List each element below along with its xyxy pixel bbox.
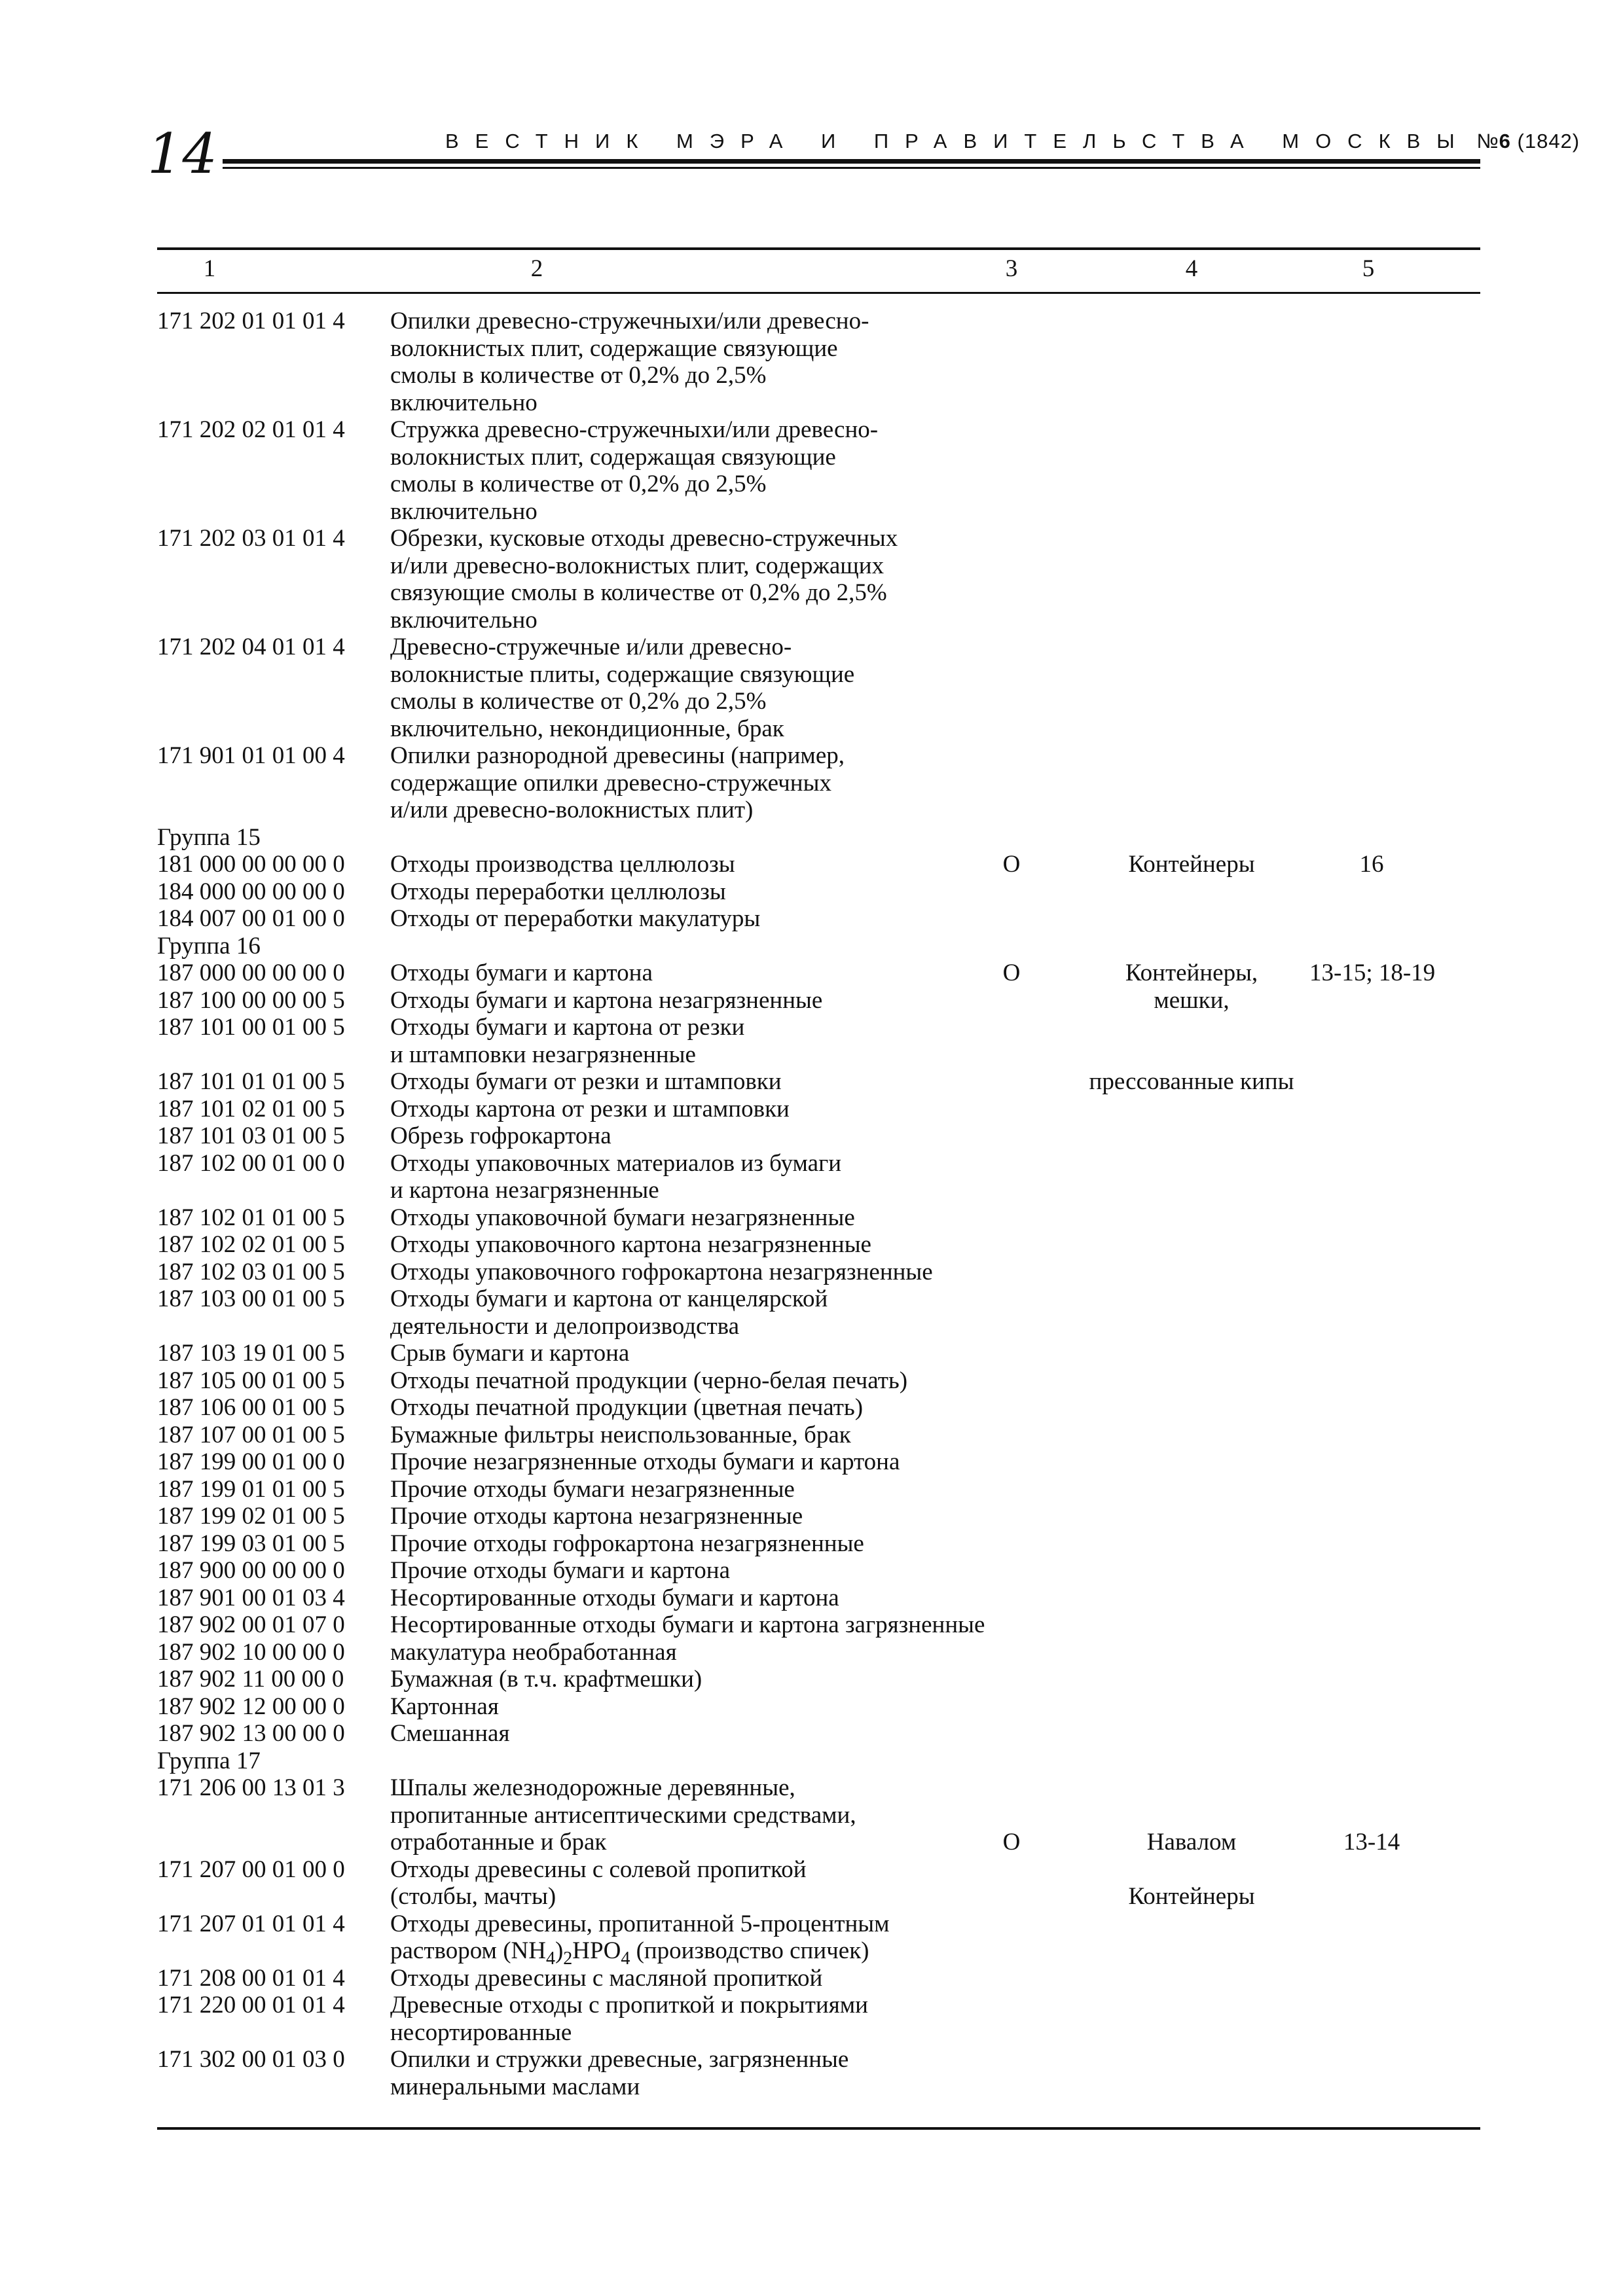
waste-code: 187 101 00 01 00 5	[157, 1014, 345, 1041]
waste-description: Отходы упаковочных материалов из бумаги и картона незагрязненные	[390, 1149, 842, 1204]
waste-code: 187 902 00 01 07 0	[157, 1611, 345, 1638]
table-row	[0, 1150, 1623, 1204]
table-row	[0, 742, 1623, 824]
waste-description: Отходы производства целлюлозы	[390, 851, 735, 878]
table-row	[0, 1231, 1623, 1259]
waste-code: 171 208 00 01 01 4	[157, 1964, 345, 1992]
waste-description: Древесные отходы с пропиткой и покрытиями несортированные	[390, 1992, 868, 2046]
waste-code: 181 000 00 00 00 0	[157, 851, 345, 878]
waste-table-body	[0, 308, 1623, 2100]
waste-description: Бумажная (в т.ч. крафтмешки)	[390, 1666, 702, 1693]
waste-code: 187 102 03 01 00 5	[157, 1258, 345, 1285]
waste-description: Обрезь гофрокартона	[390, 1122, 611, 1149]
waste-code: 187 100 00 00 00 5	[157, 986, 345, 1014]
waste-code: 187 902 13 00 00 0	[157, 1720, 345, 1747]
waste-code: 171 207 00 01 00 0	[157, 1856, 345, 1883]
waste-description: Отходы печатной продукции (черно-белая печать)	[390, 1367, 908, 1394]
table-row	[0, 634, 1623, 742]
table-row	[0, 308, 1623, 416]
table-top-rule	[157, 247, 1480, 250]
waste-description: Прочие отходы картона незагрязненные	[390, 1503, 803, 1530]
table-row	[0, 1367, 1623, 1395]
waste-code: 187 902 10 00 00 0	[157, 1638, 345, 1666]
waste-description: макулатура необработанная	[390, 1638, 677, 1666]
table-row	[0, 1068, 1623, 1096]
waste-description: Шпалы железнодорожные деревянные, пропитанные антисептическими средствами, отработанные и брак	[390, 1774, 856, 1856]
table-row	[0, 1448, 1623, 1476]
waste-description: Прочие отходы гофрокартона незагрязненные	[390, 1530, 864, 1557]
waste-description: Отходы от переработки макулатуры	[390, 905, 761, 932]
table-row	[0, 1557, 1623, 1585]
waste-code: 187 107 00 01 00 5	[157, 1421, 345, 1448]
waste-code: 171 202 04 01 01 4	[157, 634, 345, 660]
table-row	[0, 987, 1623, 1014]
waste-description: Отходы упаковочной бумаги незагрязненные	[390, 1204, 855, 1231]
group-heading: Группа 15	[157, 823, 261, 851]
waste-code: 187 900 00 00 00 0	[157, 1557, 345, 1584]
waste-code: 187 102 02 01 00 5	[157, 1231, 345, 1258]
hazard-class: О	[1002, 960, 1021, 986]
table-row	[0, 1693, 1623, 1721]
table-row	[0, 1204, 1623, 1232]
issue-serial: (1842)	[1517, 130, 1580, 152]
waste-description: Отходы переработки целлюлозы	[390, 878, 726, 905]
waste-description: Древесно-стружечные и/или древесно- волокнистые плиты, содержащие связующие смолы в количестве от 0,2% до 2,5% включительно, некондиционные, брак	[390, 634, 855, 742]
table-row	[0, 1259, 1623, 1286]
waste-code: 171 202 03 01 01 4	[157, 525, 345, 552]
table-row	[0, 1096, 1623, 1123]
table-row	[0, 1122, 1623, 1150]
waste-description: Бумажные фильтры неиспользованные, брак	[390, 1421, 851, 1448]
waste-description: Отходы бумаги от резки и штамповки	[390, 1068, 782, 1095]
table-row	[0, 1639, 1623, 1666]
column-header-4: 4	[1185, 255, 1198, 282]
table-row	[0, 1720, 1623, 1748]
waste-code: 187 101 01 01 00 5	[157, 1068, 345, 1095]
storage-method: мешки,	[1154, 986, 1230, 1014]
table-row	[0, 1910, 1623, 1969]
waste-description: Картонная	[390, 1693, 499, 1720]
table-row	[0, 1611, 1623, 1639]
waste-code: 171 202 01 01 01 4	[157, 308, 345, 334]
waste-code: 171 901 01 01 00 4	[157, 742, 345, 769]
waste-description: Отходы древесины с солевой пропиткой (столбы, мачты)	[390, 1856, 807, 1910]
column-header-1: 1	[203, 255, 216, 282]
waste-code: 187 199 02 01 00 5	[157, 1503, 345, 1530]
waste-code: 187 199 01 01 00 5	[157, 1475, 345, 1503]
waste-code: 187 106 00 01 00 5	[157, 1394, 345, 1421]
waste-description: Стружка древесно-стружечныхи/или древесно- волокнистых плит, содержащая связующие смолы в количестве от 0,2% до 2,5% включительно	[390, 416, 879, 525]
group-heading: Группа 16	[157, 932, 261, 960]
storage-method: Навалом	[1146, 1829, 1237, 1856]
waste-code: 184 000 00 00 00 0	[157, 878, 345, 905]
waste-description: Отходы бумаги и картона от резки и штамповки незагрязненные	[390, 1014, 745, 1068]
issue-number: 6	[1499, 130, 1511, 152]
table-row	[0, 525, 1623, 634]
waste-description: Опилки и стружки древесные, загрязненные минеральными маслами	[390, 2046, 849, 2100]
waste-code: 184 007 00 01 00 0	[157, 905, 345, 932]
reference-numbers: 13-14	[1343, 1829, 1400, 1856]
waste-code: 171 302 00 01 03 0	[157, 2046, 345, 2073]
table-row	[0, 2046, 1623, 2100]
waste-description: Срыв бумаги и картона	[390, 1340, 630, 1367]
table-row	[0, 1530, 1623, 1558]
waste-description: Смешанная	[390, 1720, 510, 1747]
waste-code: 187 103 00 01 00 5	[157, 1285, 345, 1312]
header-rule-thin	[223, 167, 1480, 169]
waste-code: 187 000 00 00 00 0	[157, 960, 345, 986]
waste-description: Отходы бумаги и картона незагрязненные	[390, 986, 823, 1014]
waste-description: Отходы бумаги и картона	[390, 960, 653, 986]
waste-description: Несортированные отходы бумаги и картона загрязненные	[390, 1611, 985, 1638]
storage-method: Контейнеры	[1128, 851, 1255, 878]
waste-code: 187 105 00 01 00 5	[157, 1367, 345, 1394]
waste-code: 171 202 02 01 01 4	[157, 416, 345, 443]
group-heading: Группа 17	[157, 1747, 261, 1774]
table-row	[0, 1422, 1623, 1449]
waste-code: 187 101 02 01 00 5	[157, 1095, 345, 1122]
waste-description: Отходы картона от резки и штамповки	[390, 1095, 790, 1122]
table-row	[0, 1285, 1623, 1340]
waste-code: 187 101 03 01 00 5	[157, 1122, 345, 1149]
waste-code: 187 902 11 00 00 0	[157, 1666, 344, 1693]
waste-code: 171 207 01 01 01 4	[157, 1910, 345, 1937]
waste-code: 187 103 19 01 00 5	[157, 1340, 345, 1367]
column-header-2: 2	[530, 255, 543, 282]
waste-description: Опилки разнородной древесины (например, содержащие опилки древесно-стружечных и/или древесно-волокнистых плит)	[390, 742, 845, 823]
table-row	[0, 1503, 1623, 1530]
table-row	[0, 1992, 1623, 2046]
hazard-class: О	[1002, 851, 1021, 878]
table-row	[0, 1476, 1623, 1503]
waste-description: Отходы упаковочного гофрокартона незагрязненные	[390, 1258, 933, 1285]
running-head	[445, 128, 1580, 154]
storage-method: прессованные кипы	[1089, 1068, 1294, 1095]
waste-description: Прочие отходы бумаги и картона	[390, 1557, 731, 1584]
waste-code: 187 102 00 01 00 0	[157, 1149, 345, 1177]
column-header-5: 5	[1362, 255, 1375, 282]
table-row	[0, 1965, 1623, 1992]
page-number: 14	[147, 122, 217, 186]
table-row	[0, 1666, 1623, 1693]
table-row	[0, 416, 1623, 525]
waste-description: Отходы бумаги и картона от канцелярской деятельности и делопроизводства	[390, 1285, 828, 1340]
waste-description: Отходы древесины с масляной пропиткой	[390, 1964, 823, 1992]
storage-method: Контейнеры,	[1125, 960, 1258, 986]
waste-description: Отходы упаковочного картона незагрязненные	[390, 1231, 871, 1258]
waste-description: Отходы древесины, пропитанной 5-процентным раствором $(NH_4)_2HPO_4$ (производство спичек)	[390, 1910, 890, 1969]
header-rule	[223, 159, 1480, 164]
waste-code: 187 902 12 00 00 0	[157, 1693, 345, 1720]
table-row	[0, 960, 1623, 987]
column-header-3: 3	[1005, 255, 1018, 282]
table-row	[0, 1774, 1623, 1856]
storage-method: Контейнеры	[1128, 1883, 1255, 1910]
table-row	[0, 1340, 1623, 1367]
waste-description: Несортированные отходы бумаги и картона	[390, 1584, 839, 1611]
waste-code: 187 199 00 01 00 0	[157, 1448, 345, 1475]
hazard-class: О	[1002, 1829, 1021, 1856]
reference-numbers: 16	[1359, 851, 1384, 878]
waste-code: 187 901 00 01 03 4	[157, 1584, 345, 1611]
table-header-rule	[157, 292, 1480, 294]
table-row	[0, 1394, 1623, 1422]
waste-code: 187 199 03 01 00 5	[157, 1530, 345, 1557]
waste-description: Отходы печатной продукции (цветная печать)	[390, 1394, 864, 1421]
table-row	[0, 1585, 1623, 1612]
waste-code: 187 102 01 01 00 5	[157, 1204, 345, 1231]
table-row	[0, 905, 1623, 933]
waste-description: Обрезки, кусковые отходы древесно-стружечных и/или древесно-волокнистых плит, содержащих связующие смолы в количестве от 0,2% до 2,5% включительно	[390, 525, 898, 634]
waste-code: 171 206 00 13 01 3	[157, 1774, 345, 1801]
issue-label: №6 (1842)	[1476, 130, 1580, 152]
table-row	[0, 851, 1623, 878]
waste-code: 171 220 00 01 01 4	[157, 1992, 345, 2018]
waste-description: Опилки древесно-стружечныхи/или древесно- волокнистых плит, содержащие связующие смолы в количестве от 0,2% до 2,5% включительно	[390, 308, 869, 416]
journal-title: ВЕСТНИК МЭРА И ПРАВИТЕЛЬСТВА МОСКВЫ	[445, 130, 1471, 152]
waste-description: Прочие незагрязненные отходы бумаги и картона	[390, 1448, 900, 1475]
table-row	[0, 878, 1623, 906]
reference-numbers: 13-15; 18-19	[1309, 960, 1436, 986]
table-bottom-rule	[157, 2127, 1480, 2130]
waste-description: Прочие отходы бумаги незагрязненные	[390, 1475, 795, 1503]
table-row	[0, 1856, 1623, 1910]
